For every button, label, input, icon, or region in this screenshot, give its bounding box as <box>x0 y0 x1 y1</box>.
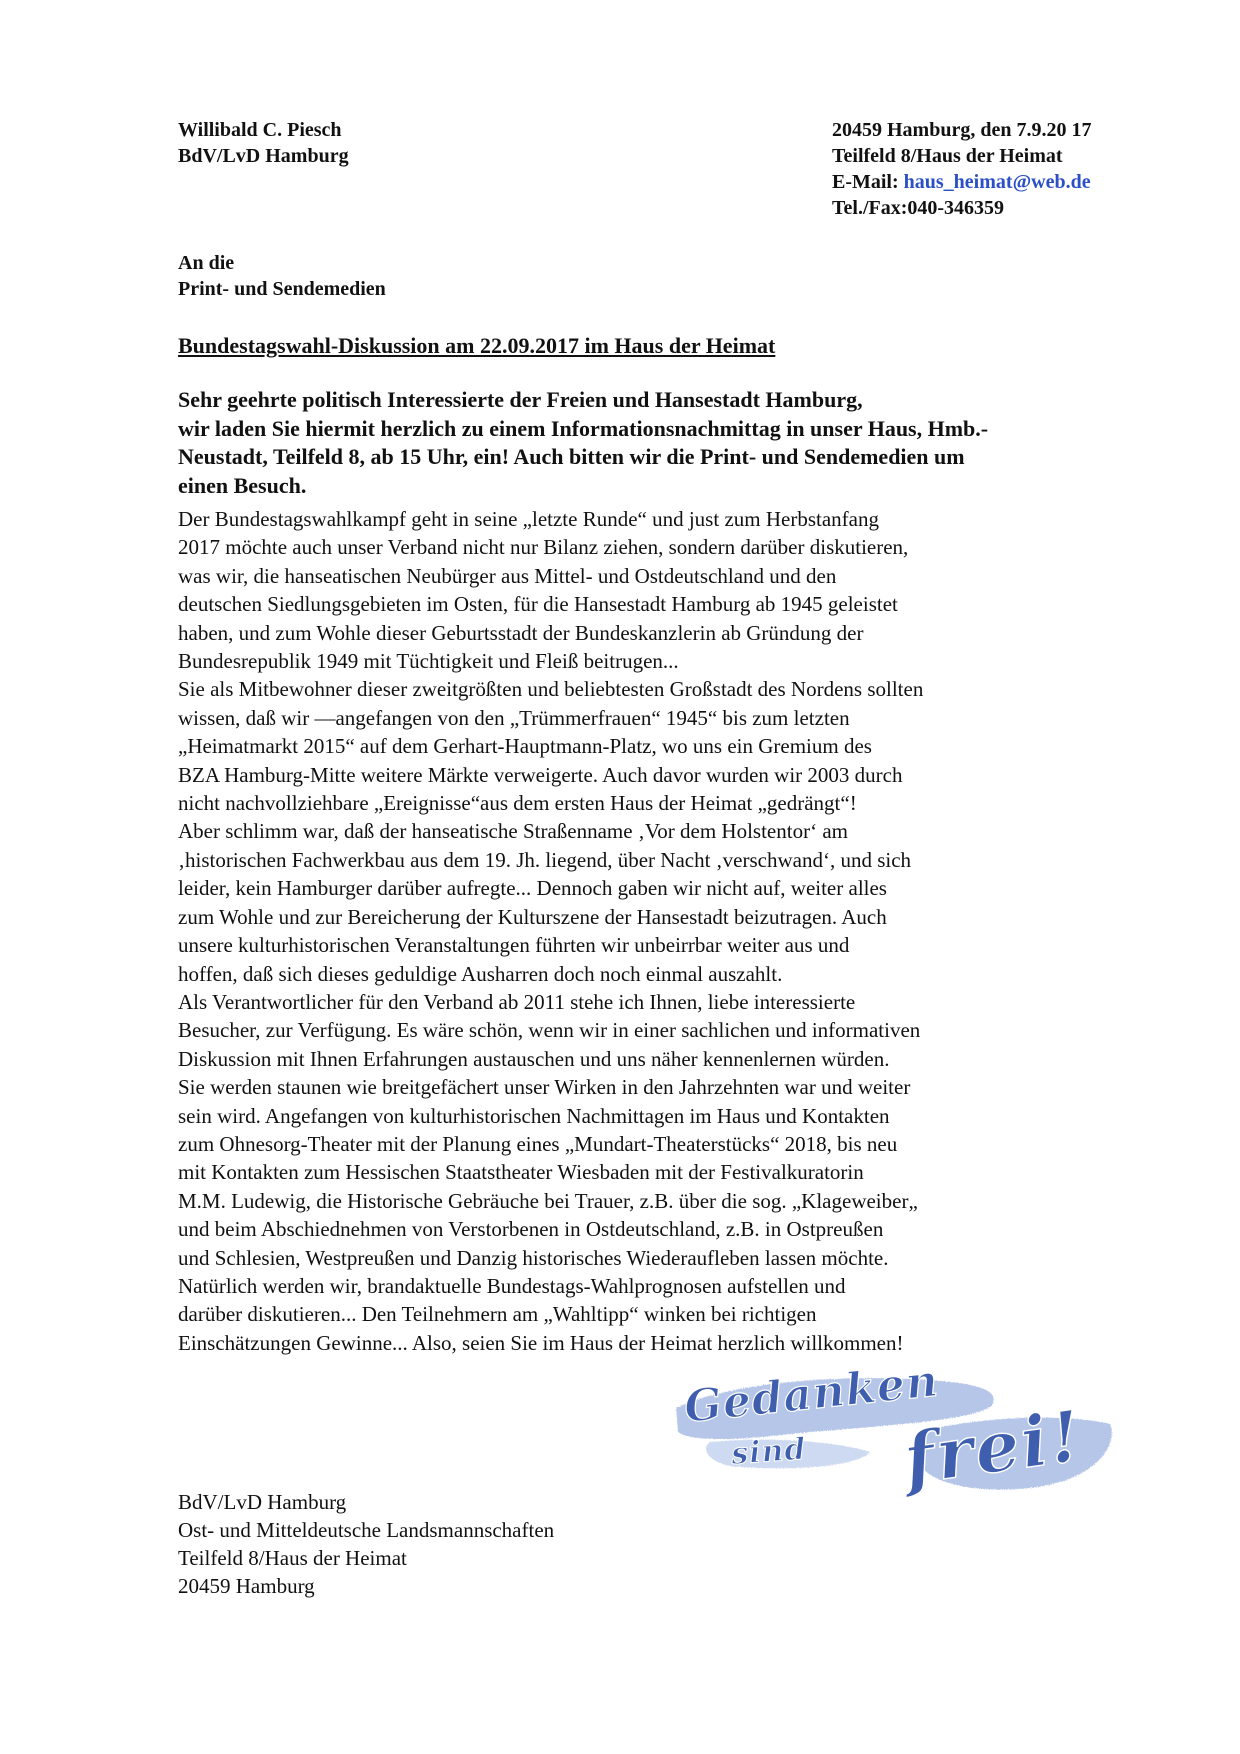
body-line: Sie als Mitbewohner dieser zweitgrößten und beliebtesten Großstadt des Nordens sollten <box>178 677 924 702</box>
body-line: BZA Hamburg-Mitte weitere Märkte verweigerte. Auch davor wurden wir 2003 durch <box>178 762 903 787</box>
body-line: unsere kulturhistorischen Veranstaltungen führten wir unbeirrbar weiter aus und <box>178 933 850 958</box>
signature-line: Ost- und Mitteldeutsche Landsmannschaften <box>178 1518 555 1542</box>
gedanken-sind-frei-logo <box>670 1362 1120 1500</box>
body-line: Der Bundestagswahlkampf geht in seine „letzte Runde“ und just zum Herbstanfang <box>178 507 879 531</box>
body-line: was wir, die hanseatischen Neubürger aus Mittel- und Ostdeutschland und den <box>178 563 837 588</box>
body-text <box>178 505 923 1357</box>
subject-line: Bundestagswahl-Diskussion am 22.09.2017 im Haus der Heimat <box>178 333 776 358</box>
body-line: wissen, daß wir —angefangen von den „Trümmerfrauen“ 1945“ bis zum letzten <box>178 705 850 730</box>
body-line: hoffen, daß sich dieses geduldige Ausharren doch noch einmal auszahlt. <box>178 961 783 986</box>
telfax: Tel./Fax:040-346359 <box>832 197 1005 219</box>
greeting-line: Sehr geehrte politisch Interessierte der Freien und Hansestadt Hamburg, <box>178 387 863 412</box>
greeting-line: Neustadt, Teilfeld 8, ab 15 Uhr, ein! Auch bitten wir die Print- und Sendemedien um <box>178 444 965 469</box>
signature-block <box>178 1488 554 1600</box>
sender-block <box>178 117 349 169</box>
body-line: Aber schlimm war, daß der hanseatische Straßenname ‚Vor dem Holstentor‘ am <box>178 819 848 844</box>
greeting-line: einen Besuch. <box>178 472 307 498</box>
sender-name: Willibald C. Piesch <box>178 119 342 141</box>
recipient-block <box>178 250 386 302</box>
signature-line: Teilfeld 8/Haus der Heimat <box>178 1546 407 1570</box>
body-line: haben, und zum Wohle dieser Geburtsstadt der Bundeskanzlerin ab Gründung der <box>178 620 864 645</box>
recipient-line-1: An die <box>178 252 235 274</box>
logo-word-sind: sind <box>730 1431 808 1472</box>
body-line: und beim Abschiednehmen von Verstorbenen in Ostdeutschland, z.B. in Ostpreußen <box>178 1217 884 1242</box>
body-line: und Schlesien, Westpreußen und Danzig historisches Wiederaufleben lassen möchte. <box>178 1245 889 1270</box>
logo-word-frei: frei! <box>898 1393 1088 1500</box>
body-line: Natürlich werden wir, brandaktuelle Bundestags-Wahlprognosen aufstellen und <box>178 1273 846 1298</box>
header-address: Teilfeld 8/Haus der Heimat <box>832 145 1063 167</box>
body-line: Bundesrepublik 1949 mit Tüchtigkeit und Fleiß beitrugen... <box>178 649 679 674</box>
body-line: Einschätzungen Gewinne... Also, seien Sie im Haus der Heimat herzlich willkommen! <box>178 1330 904 1355</box>
place-date: 20459 Hamburg, den 7.9.20 17 <box>832 119 1092 141</box>
signature-line: BdV/LvD Hamburg <box>178 1490 347 1514</box>
body-line: mit Kontakten zum Hessischen Staatstheater Wiesbaden mit der Festivalkuratorin <box>178 1160 864 1185</box>
body-line: Sie werden staunen wie breitgefächert unser Wirken in den Jahrzehnten war und weiter <box>178 1075 911 1100</box>
logo-artwork <box>670 1362 1120 1500</box>
header-contact-block <box>832 117 1091 221</box>
body-line: Als Verantwortlicher für den Verband ab 2011 stehe ich Ihnen, liebe interessierte <box>178 989 856 1014</box>
body-line: deutschen Siedlungsgebieten im Osten, für die Hansestadt Hamburg ab 1945 geleistet <box>178 592 898 617</box>
signature-line: 20459 Hamburg <box>178 1574 315 1598</box>
body-line: M.M. Ludewig, die Historische Gebräuche bei Trauer, z.B. über die sog. „Klageweiber„ <box>178 1188 918 1213</box>
body-line: 2017 möchte auch unser Verband nicht nur Bilanz ziehen, sondern darüber diskutieren, <box>178 535 909 560</box>
body-line: zum Wohle und zur Bereicherung der Kulturszene der Hansestadt beizutragen. Auch <box>178 904 887 929</box>
greeting-paragraph <box>178 386 988 500</box>
email-label: E-Mail: <box>832 171 904 193</box>
logo-word-gedanken: Gedanken <box>681 1362 942 1433</box>
body-line: sein wird. Angefangen von kulturhistorischen Nachmittagen im Haus und Kontakten <box>178 1103 890 1128</box>
body-line: leider, kein Hamburger darüber aufregte... Dennoch gaben wir nicht auf, weiter alles <box>178 876 887 901</box>
email-link[interactable]: haus_heimat@web.de <box>903 171 1091 193</box>
email-line <box>832 169 1091 195</box>
body-line: Besucher, zur Verfügung. Es wäre schön, wenn wir in einer sachlichen und informativen <box>178 1018 921 1043</box>
body-line: zum Ohnesorg-Theater mit der Planung eines „Mundart-Theaterstücks“ 2018, bis neu <box>178 1131 898 1156</box>
sender-org: BdV/LvD Hamburg <box>178 145 349 167</box>
greeting-line: wir laden Sie hiermit herzlich zu einem Informationsnachmittag in unser Haus, Hmb.- <box>178 415 989 441</box>
recipient-line-2: Print- und Sendemedien <box>178 278 386 300</box>
body-line: „Heimatmarkt 2015“ auf dem Gerhart-Hauptmann-Platz, wo uns ein Gremium des <box>178 734 872 759</box>
body-line: nicht nachvollziehbare „Ereignisse“aus dem ersten Haus der Heimat „gedrängt“! <box>178 791 857 816</box>
body-line: Diskussion mit Ihnen Erfahrungen austauschen und uns näher kennenlernen würden. <box>178 1046 890 1071</box>
body-line: darüber diskutieren... Den Teilnehmern am „Wahltipp“ winken bei richtigen <box>178 1302 817 1327</box>
body-line: ‚historischen Fachwerkbau aus dem 19. Jh. liegend, über Nacht ‚verschwand‘, und sich <box>178 847 912 872</box>
